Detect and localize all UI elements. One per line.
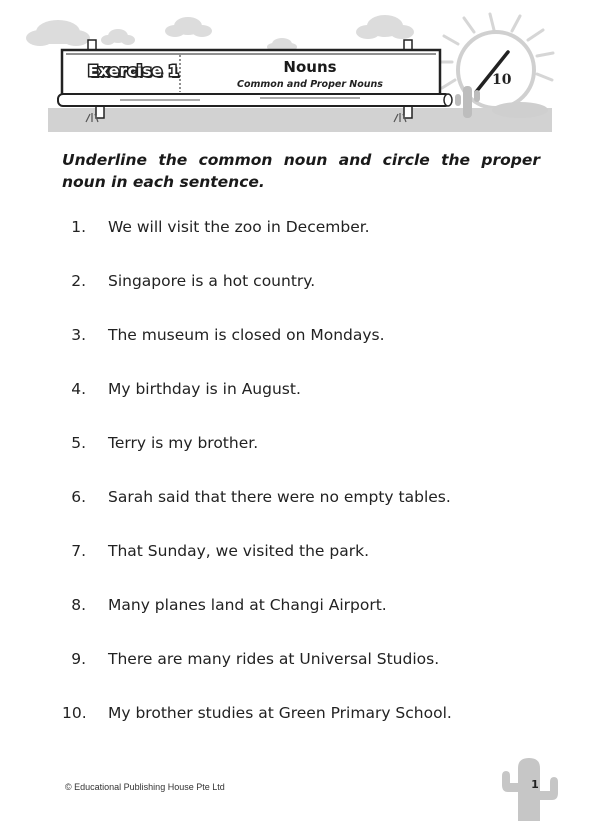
question-text[interactable]: Many planes land at Changi Airport. [108, 596, 387, 614]
score-total: 10 [492, 72, 512, 88]
question-number: 6. [71, 488, 86, 506]
copyright-footer: © Educational Publishing House Pte Ltd [65, 782, 225, 792]
log [58, 94, 450, 106]
list-item [0, 326, 600, 352]
question-number: 7. [71, 542, 86, 560]
question-text[interactable]: Terry is my brother. [108, 434, 259, 452]
list-item [0, 434, 600, 460]
cloud-icon [101, 29, 135, 45]
list-item [0, 542, 600, 568]
page-subtitle: Common and Proper Nouns [237, 79, 383, 90]
cloud-icon [26, 20, 90, 46]
page-number: 1 [531, 778, 539, 791]
question-text[interactable]: My birthday is in August. [108, 380, 301, 398]
list-item [0, 596, 600, 622]
list-item [0, 488, 600, 514]
question-number: 2. [71, 272, 86, 290]
question-text[interactable]: The museum is closed on Mondays. [108, 326, 385, 344]
question-number: 9. [71, 650, 86, 668]
question-number: 5. [71, 434, 86, 452]
list-item [0, 218, 600, 244]
cloud-icon [165, 17, 212, 37]
question-text[interactable]: We will visit the zoo in December. [108, 218, 370, 236]
question-number: 8. [71, 596, 86, 614]
list-item [0, 380, 600, 406]
question-text[interactable]: My brother studies at Green Primary School. [108, 704, 452, 722]
question-number: 10. [62, 704, 87, 722]
exercise-label: Exercise 1 [88, 62, 180, 80]
page-title: Nouns [283, 58, 337, 76]
question-text[interactable]: That Sunday, we visited the park. [108, 542, 370, 560]
instruction: Underline the common noun and circle the proper noun in each sentence. [62, 151, 540, 191]
ground [48, 108, 552, 132]
list-item [0, 704, 600, 730]
question-text[interactable]: Singapore is a hot country. [108, 272, 316, 290]
cloud-icon [356, 15, 414, 39]
list-item [0, 650, 600, 676]
question-text[interactable]: There are many rides at Universal Studios. [108, 650, 440, 668]
question-number: 4. [71, 380, 86, 398]
list-item [0, 272, 600, 298]
question-text[interactable]: Sarah said that there were no empty tables. [108, 488, 451, 506]
question-number: 1. [71, 218, 86, 236]
question-number: 3. [71, 326, 86, 344]
